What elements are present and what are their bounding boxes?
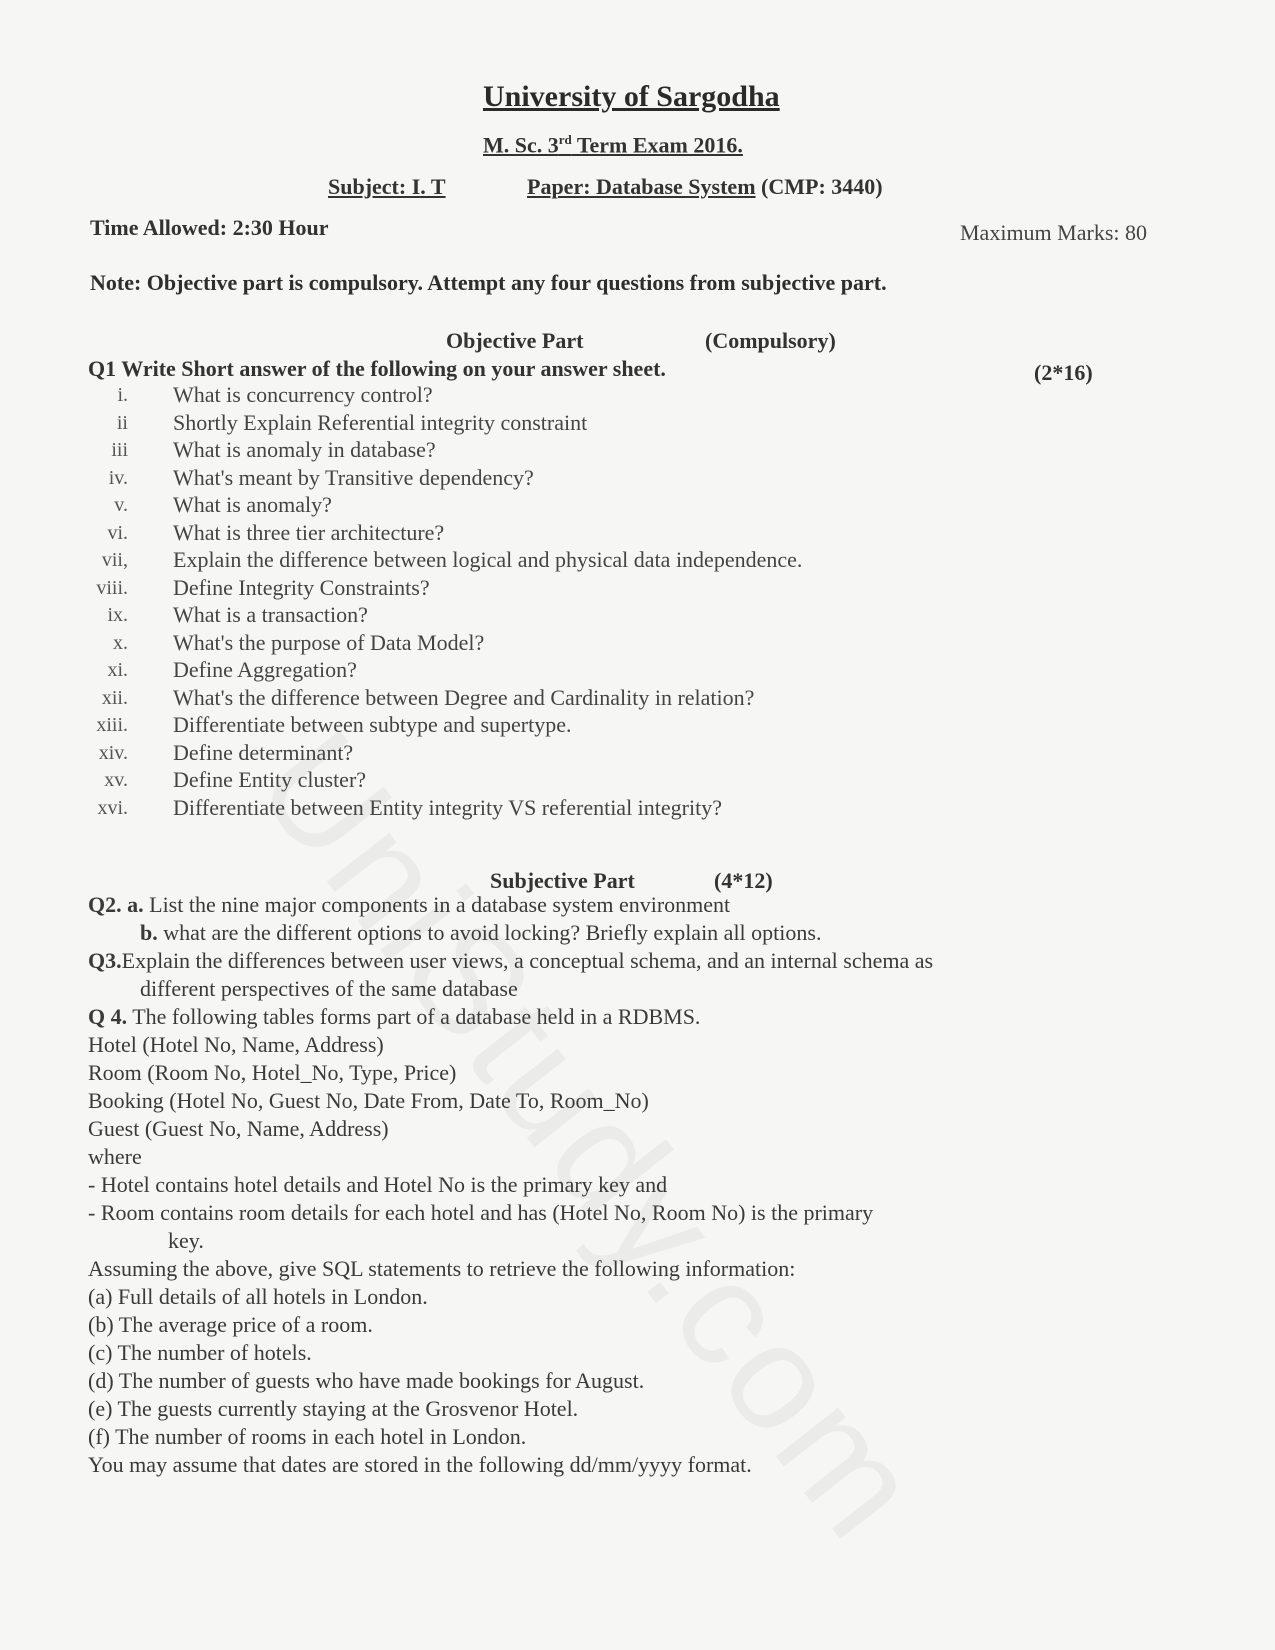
q4-intro: Q 4. The following tables forms part of a database held in a RDBMS. [88,1004,701,1029]
where-label: where [88,1144,142,1169]
objective-item-text: What is concurrency control? [173,382,433,407]
objective-item-text: Define determinant? [173,739,354,765]
objective-item-number: xiv. [98,741,128,764]
assuming-line: Assuming the above, give SQL statements to retrieve the following information: [88,1256,796,1281]
objective-item-number: xi. [107,659,128,681]
table-guest: Guest (Guest No, Name, Address) [88,1116,389,1141]
objective-item-number: iv. [108,466,128,489]
objective-item-text: What is a transaction? [173,602,368,627]
bullet-hotel: - Hotel contains hotel details and Hotel No is the primary key and [88,1172,668,1197]
objective-item-text: What's meant by Transitive dependency? [173,464,534,490]
subject-label: Subject: I. T [328,174,446,199]
subjective-marks: (4*12) [714,868,773,893]
date-format-note: You may assume that dates are stored in the following dd/mm/yyyy format. [88,1452,752,1477]
objective-item-text: Differentiate between subtype and supertype. [173,712,572,737]
time-allowed: Time Allowed: 2:30 Hour [90,215,329,240]
part-d: (d) The number of guests who have made bookings for August. [88,1368,645,1393]
part-e: (e) The guests currently staying at the Grosvenor Hotel. [88,1396,579,1421]
part-c: (c) The number of hotels. [88,1340,312,1365]
q2a: Q2. a. List the nine major components in a database system environment [88,892,731,917]
subjective-heading: Subjective Part [490,868,635,893]
table-hotel: Hotel (Hotel No, Name, Address) [88,1032,384,1057]
objective-item-number: x. [113,631,128,654]
objective-item-text: Define Aggregation? [173,657,357,682]
q3-line1: Q3.Explain the differences between user views, a conceptual schema, and an internal schema as [88,948,934,973]
bullet-room-line2: key. [168,1228,204,1253]
objective-item-text: Define Entity cluster? [173,767,367,792]
part-b: (b) The average price of a room. [88,1312,373,1337]
objective-item-number: iii [111,439,128,461]
objective-item-text: What's the purpose of Data Model? [173,629,485,655]
objective-item-number: xiii. [96,714,128,736]
part-f: (f) The number of rooms in each hotel in London. [88,1424,527,1449]
objective-heading: Objective Part [446,328,584,353]
table-booking: Booking (Hotel No, Guest No, Date From, Date To, Room_No) [88,1088,649,1113]
objective-item-text: What's the difference between Degree and Cardinality in relation? [173,684,755,710]
objective-item-text: Explain the difference between logical and physical data independence. [173,547,803,572]
exam-note: Note: Objective part is compulsory. Attempt any four questions from subjective part. [90,270,887,295]
table-room: Room (Room No, Hotel_No, Type, Price) [88,1060,457,1085]
objective-item-number: xvi. [97,796,128,819]
compulsory-label: (Compulsory) [705,328,836,353]
objective-item-text: Define Integrity Constraints? [173,574,430,600]
term-line: M. Sc. 3rd Term Exam 2016. [483,132,743,158]
q1-instruction: Q1 Write Short answer of the following on your answer sheet. [88,356,666,381]
objective-item-text: What is anomaly? [173,492,332,517]
objective-item-number: vi. [107,521,128,544]
objective-item-text: What is three tier architecture? [173,519,445,545]
objective-item-number: ix. [107,604,128,626]
objective-item-text: Differentiate between Entity integrity VS referential integrity? [173,794,722,820]
q1-marks: (2*16) [1034,360,1093,385]
objective-item-number: v. [114,494,128,516]
q3-line2: different perspectives of the same database [140,976,518,1001]
q2b: b. what are the different options to avoid locking? Briefly explain all options. [140,920,822,945]
objective-item-number: xv. [104,769,128,791]
maximum-marks: Maximum Marks: 80 [960,220,1147,245]
objective-item-text: Shortly Explain Referential integrity constraint [173,409,588,435]
part-a: (a) Full details of all hotels in London. [88,1284,428,1309]
objective-item-number: i. [117,384,128,406]
objective-item-number: vii, [101,549,128,571]
objective-item-text: What is anomaly in database? [173,437,436,462]
university-title: University of Sargodha [483,80,780,113]
objective-item-number: viii. [96,576,128,599]
bullet-room-line1: - Room contains room details for each hotel and has (Hotel No, Room No) is the primary [88,1200,874,1225]
objective-item-number: ii [116,411,128,434]
paper-label: Paper: Database System (CMP: 3440) [527,174,883,199]
objective-item-number: xii. [101,686,128,709]
